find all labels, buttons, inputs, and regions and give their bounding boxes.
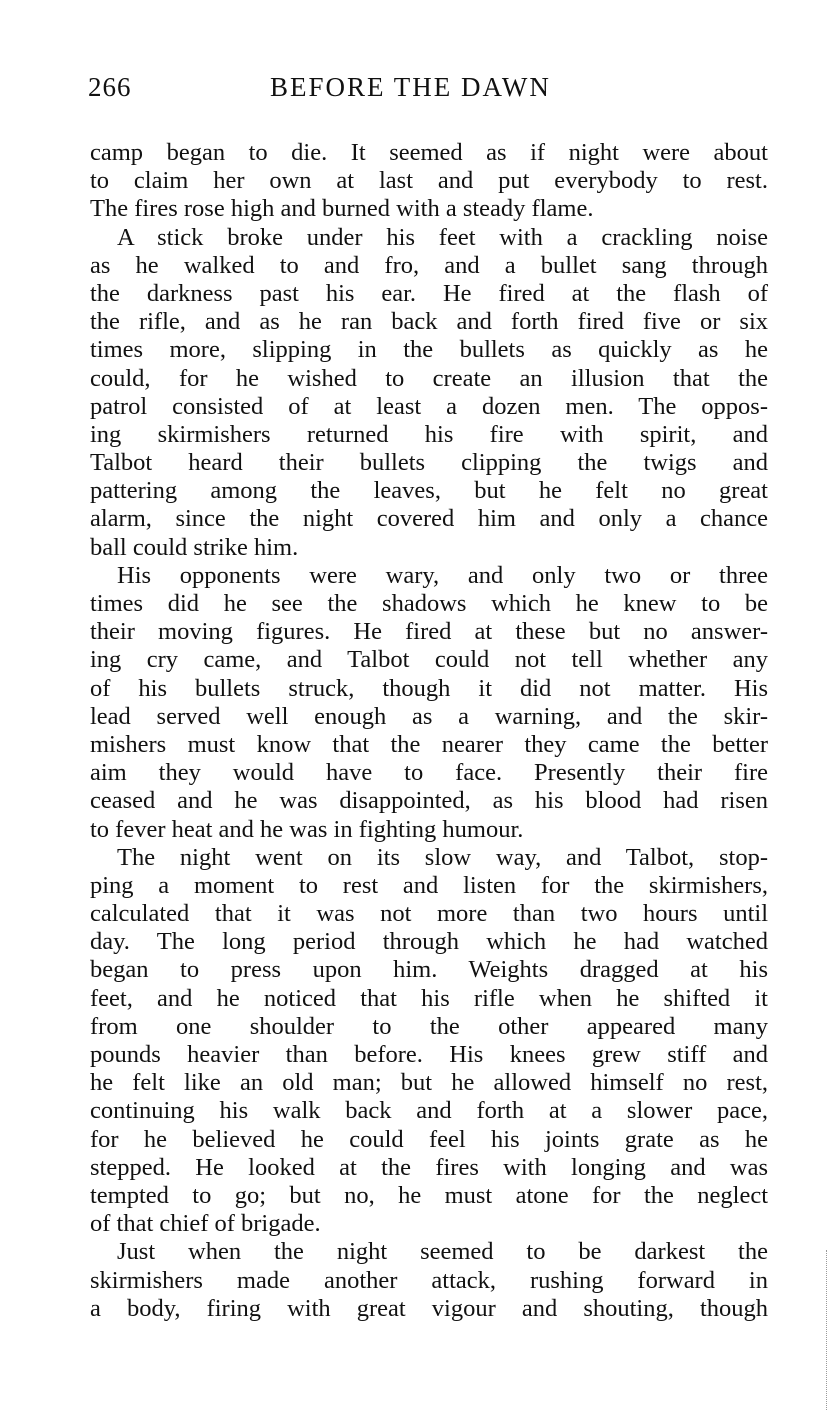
text-line: The night went on its slow way, and Talbot, stop- [117, 843, 768, 871]
text-line: lead served well enough as a warning, and the skir- [90, 702, 768, 730]
text-line: could, for he wished to create an illusion that the [90, 364, 768, 392]
text-line: a body, firing with great vigour and shouting, though [90, 1294, 768, 1322]
text-line: times more, slipping in the bullets as quickly as he [90, 336, 768, 364]
text-line: as he walked to and fro, and a bullet sang through [90, 251, 768, 279]
scan-edge-mark [826, 1250, 828, 1410]
text-line: their moving figures. He fired at these but no answer- [90, 618, 768, 646]
text-line: stepped. He looked at the fires with longing and was [90, 1153, 768, 1181]
text-line: the rifle, and as he ran back and forth fired five or six [90, 308, 768, 336]
text-line: aim they would have to face. Presently their fire [90, 759, 768, 787]
text-line: ing cry came, and Talbot could not tell whether any [90, 646, 768, 674]
text-line: continuing his walk back and forth at a slower pace, [90, 1097, 768, 1125]
text-line: to fever heat and he was in fighting humour. [90, 815, 524, 843]
text-line: camp began to die. It seemed as if night were about [90, 139, 768, 166]
text-line: to claim her own at last and put everybody to rest. [90, 167, 768, 195]
text-line: The fires rose high and burned with a steady flame. [90, 195, 594, 223]
text-line: pattering among the leaves, but he felt no great [90, 477, 768, 505]
text-line: ball could strike him. [90, 533, 299, 561]
page-number: 266 [88, 72, 132, 102]
text-line: began to press upon him. Weights dragged at his [90, 956, 768, 984]
text-line: day. The long period through which he had watched [90, 928, 768, 956]
text-line: of that chief of brigade. [90, 1210, 321, 1238]
paragraph [90, 562, 768, 844]
text-line: Just when the night seemed to be darkest the [117, 1238, 768, 1266]
text-line: mishers must know that the nearer they came the better [90, 730, 768, 758]
paragraph [90, 1238, 768, 1323]
text-line: ceased and he was disappointed, as his blood had risen [90, 787, 768, 815]
paragraph [90, 844, 768, 1239]
text-line: pounds heavier than before. His knees grew stiff and [90, 1041, 768, 1068]
text-line: ping a moment to rest and listen for the skirmishers, [90, 871, 768, 899]
text-line: tempted to go; but no, he must atone for the neglect [90, 1181, 768, 1209]
text-line: skirmishers made another attack, rushing forward in [90, 1266, 768, 1294]
text-line: A stick broke under his feet with a crackling noise [117, 223, 768, 251]
text-line: the darkness past his ear. He fired at the flash of [90, 279, 768, 307]
text-line: His opponents were wary, and only two or three [117, 561, 768, 589]
text-line: feet, and he noticed that his rifle when he shifted it [90, 984, 768, 1012]
text-line: alarm, since the night covered him and only a chance [90, 505, 768, 533]
text-line: ing skirmishers returned his fire with spirit, and [90, 420, 768, 448]
text-line: patrol consisted of at least a dozen men. The oppos- [90, 392, 768, 420]
text-line: from one shoulder to the other appeared many [90, 1012, 768, 1040]
page-header [88, 72, 768, 112]
text-line: times did he see the shadows which he knew to be [90, 590, 768, 617]
text-line: of his bullets struck, though it did not matter. His [90, 674, 768, 702]
text-line: for he believed he could feel his joints grate as he [90, 1125, 768, 1153]
text-line: Talbot heard their bullets clipping the twigs and [90, 449, 768, 477]
body-text [90, 139, 768, 1323]
paragraph [90, 139, 768, 224]
text-line: calculated that it was not more than two hours until [90, 900, 768, 928]
paragraph [90, 224, 768, 562]
running-head: BEFORE THE DAWN [270, 72, 551, 102]
text-line: he felt like an old man; but he allowed himself no rest, [90, 1069, 768, 1097]
